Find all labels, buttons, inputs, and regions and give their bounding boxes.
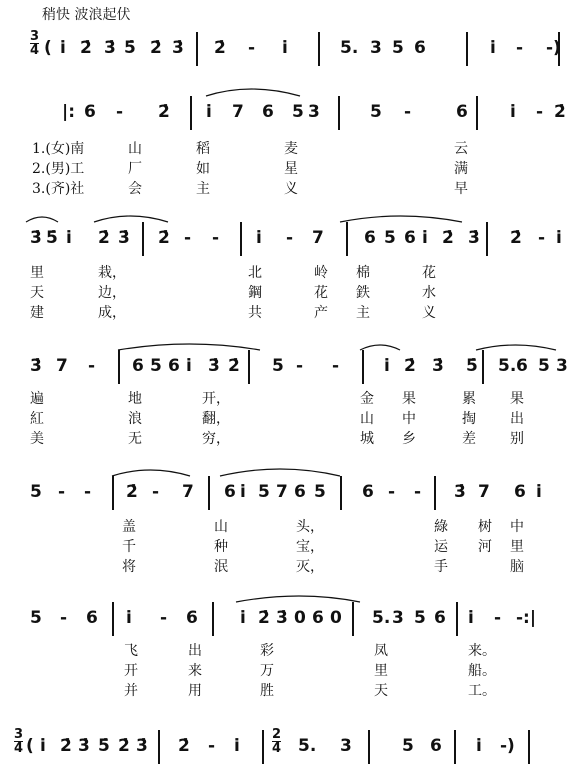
barline bbox=[112, 476, 114, 510]
note: 7 bbox=[478, 482, 490, 502]
note: - bbox=[536, 102, 544, 122]
note: 6 bbox=[414, 38, 426, 58]
note: 2̇ bbox=[510, 228, 522, 248]
note: - bbox=[88, 356, 96, 376]
note: ( bbox=[44, 38, 52, 58]
note: - bbox=[208, 736, 216, 756]
note: - bbox=[538, 228, 546, 248]
note: - bbox=[160, 608, 168, 628]
note: 5̇ bbox=[98, 736, 110, 756]
note: -) bbox=[500, 736, 515, 756]
barline bbox=[118, 350, 120, 384]
note: 3̇ bbox=[78, 736, 90, 756]
barline bbox=[482, 350, 484, 384]
note: 2̇ bbox=[118, 736, 130, 756]
barline bbox=[212, 602, 214, 636]
note: - bbox=[212, 228, 220, 248]
note: 3 bbox=[340, 736, 352, 756]
barline bbox=[190, 96, 192, 130]
note: - bbox=[152, 482, 160, 502]
note: 5 bbox=[392, 38, 404, 58]
barline bbox=[528, 730, 530, 764]
note: - bbox=[516, 38, 524, 58]
note: 2̇ bbox=[178, 736, 190, 756]
barline bbox=[248, 350, 250, 384]
note: i̇ bbox=[240, 482, 246, 502]
barline bbox=[196, 32, 198, 66]
barline bbox=[454, 730, 456, 764]
note: 2̇ bbox=[126, 482, 138, 502]
barline bbox=[208, 476, 210, 510]
barline bbox=[318, 32, 320, 66]
note: 3̇ bbox=[30, 356, 42, 376]
note: |: bbox=[62, 102, 76, 122]
barline bbox=[340, 476, 342, 510]
note: 3̇ bbox=[118, 228, 130, 248]
note: i̇ bbox=[66, 228, 72, 248]
note: 5 bbox=[402, 736, 414, 756]
note: i̇ bbox=[536, 482, 542, 502]
note: 6 bbox=[514, 482, 526, 502]
note: i̇ bbox=[384, 356, 390, 376]
note: 6 bbox=[430, 736, 442, 756]
barline bbox=[158, 730, 160, 764]
note: 6 bbox=[456, 102, 468, 122]
note: i̇ bbox=[234, 736, 240, 756]
note: i̇ bbox=[256, 228, 262, 248]
note: i̇ bbox=[206, 102, 212, 122]
note: i̇ bbox=[490, 38, 496, 58]
note: 3̇ bbox=[172, 38, 184, 58]
barline bbox=[476, 96, 478, 130]
note: -) bbox=[546, 38, 561, 58]
note: 5 bbox=[370, 102, 382, 122]
note: 0 bbox=[294, 608, 306, 628]
note: i̇ bbox=[240, 608, 246, 628]
barline bbox=[486, 222, 488, 256]
note: 6 bbox=[404, 228, 416, 248]
barline bbox=[362, 350, 364, 384]
note: 5. bbox=[498, 356, 517, 376]
note: 5 bbox=[538, 356, 550, 376]
note: 6 bbox=[168, 356, 180, 376]
note: i̇ bbox=[422, 228, 428, 248]
note: 6 bbox=[132, 356, 144, 376]
note: 5̇ bbox=[124, 38, 136, 58]
note: i̇ bbox=[476, 736, 482, 756]
note: 2̇ bbox=[554, 102, 566, 122]
note: 6 bbox=[186, 608, 198, 628]
note: 5 bbox=[414, 608, 426, 628]
barline bbox=[240, 222, 242, 256]
note: - bbox=[494, 608, 502, 628]
note: 2̇ bbox=[150, 38, 162, 58]
note: 5 bbox=[314, 482, 326, 502]
note: - bbox=[414, 482, 422, 502]
note: 3 bbox=[556, 356, 568, 376]
note: 3̇ bbox=[432, 356, 444, 376]
note: -:| bbox=[516, 608, 537, 628]
barline bbox=[346, 222, 348, 256]
note: 2̇ bbox=[158, 102, 170, 122]
note: 6 bbox=[312, 608, 324, 628]
note: - bbox=[184, 228, 192, 248]
note: - bbox=[286, 228, 294, 248]
note: 5. bbox=[298, 736, 317, 756]
note: 3̇ bbox=[30, 228, 42, 248]
note: 5 bbox=[30, 608, 42, 628]
note: 6 bbox=[86, 608, 98, 628]
note: 7 bbox=[276, 482, 288, 502]
barline bbox=[456, 602, 458, 636]
note: - bbox=[248, 38, 256, 58]
note: 2̇ bbox=[98, 228, 110, 248]
note: 5. bbox=[340, 38, 359, 58]
note: i̇ bbox=[126, 608, 132, 628]
barline bbox=[262, 730, 264, 764]
note: 7 bbox=[312, 228, 324, 248]
note: 5 bbox=[150, 356, 162, 376]
time-signature: 3 4 bbox=[30, 29, 40, 58]
note: 5. bbox=[372, 608, 391, 628]
note: 2̇ bbox=[158, 228, 170, 248]
note: 2̇ bbox=[228, 356, 240, 376]
barline bbox=[338, 96, 340, 130]
note: 5̇ bbox=[466, 356, 478, 376]
note: 7 bbox=[56, 356, 68, 376]
note: i̇ bbox=[468, 608, 474, 628]
note: 3 bbox=[308, 102, 320, 122]
barline bbox=[368, 730, 370, 764]
note: 7 bbox=[182, 482, 194, 502]
note: 2̇ bbox=[404, 356, 416, 376]
barline bbox=[466, 32, 468, 66]
note: 3̇ bbox=[104, 38, 116, 58]
note: 3̇ bbox=[454, 482, 466, 502]
note: 3̇ bbox=[208, 356, 220, 376]
note: 3 bbox=[392, 608, 404, 628]
tempo-marking: 稍快 波浪起伏 bbox=[42, 7, 131, 23]
time-signature: 3 4 bbox=[14, 727, 24, 756]
note: i̇ bbox=[60, 38, 66, 58]
note: 5̇ bbox=[46, 228, 58, 248]
note: 5 bbox=[30, 482, 42, 502]
note: 5 bbox=[292, 102, 304, 122]
note: - bbox=[388, 482, 396, 502]
note: 6 bbox=[294, 482, 306, 502]
note: - bbox=[58, 482, 66, 502]
note: 6 bbox=[84, 102, 96, 122]
note: 2̇ bbox=[442, 228, 454, 248]
note: 5 bbox=[384, 228, 396, 248]
note: - bbox=[84, 482, 92, 502]
note: ( bbox=[26, 736, 34, 756]
note: - bbox=[60, 608, 68, 628]
note: i̇ bbox=[282, 38, 288, 58]
note: i̇ bbox=[40, 736, 46, 756]
note: i̇ bbox=[556, 228, 562, 248]
note: 6 bbox=[262, 102, 274, 122]
note: 0 bbox=[330, 608, 342, 628]
note: 2̇ bbox=[60, 736, 72, 756]
note: 6 bbox=[362, 482, 374, 502]
note: - bbox=[296, 356, 304, 376]
note: 3̇ bbox=[136, 736, 148, 756]
note: 5 bbox=[272, 356, 284, 376]
note: 3̇ bbox=[276, 608, 288, 628]
note: i̇ bbox=[186, 356, 192, 376]
note: 3̇ bbox=[468, 228, 480, 248]
note: 6 bbox=[434, 608, 446, 628]
note: i̇ bbox=[510, 102, 516, 122]
time-signature-change: 2 4 bbox=[272, 727, 282, 756]
barline bbox=[352, 602, 354, 636]
note: 5 bbox=[258, 482, 270, 502]
note: - bbox=[332, 356, 340, 376]
barline bbox=[142, 222, 144, 256]
barline bbox=[112, 602, 114, 636]
note: 3 bbox=[370, 38, 382, 58]
note: 7 bbox=[232, 102, 244, 122]
note: 2̇ bbox=[80, 38, 92, 58]
note: 6 bbox=[516, 356, 528, 376]
note: - bbox=[116, 102, 124, 122]
note: - bbox=[404, 102, 412, 122]
note: 6 bbox=[224, 482, 236, 502]
note: 2̇ bbox=[214, 38, 226, 58]
barline bbox=[434, 476, 436, 510]
barline bbox=[558, 32, 560, 66]
note: 2̇ bbox=[258, 608, 270, 628]
note: 6 bbox=[364, 228, 376, 248]
